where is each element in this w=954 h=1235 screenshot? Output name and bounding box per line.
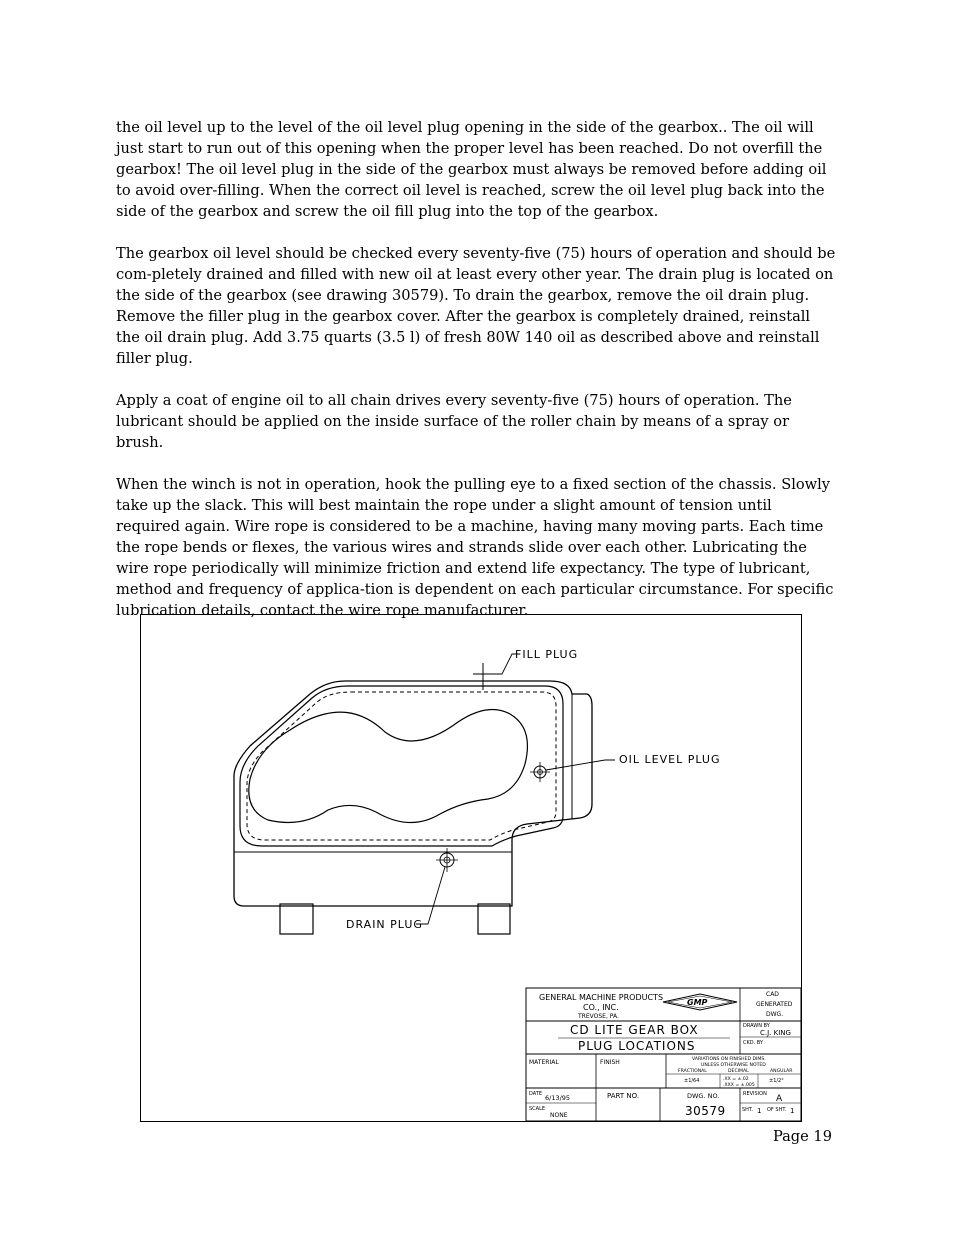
drawn-by-label: DRAWN BY <box>743 1023 770 1029</box>
variations-line1: VARIATIONS ON FINISHED DIMS. <box>692 1057 766 1062</box>
gmp-logo-text: GMP <box>687 998 708 1007</box>
paragraph-oil-level: the oil level up to the level of the oil level plug opening in the side of the gearbox.. The oil will just start to run out of this opening when the proper level has been reached. Do not overfill the gearbox! The oil level plug in the side of the gearbox must always be removed before adding oil to avoid over-filling. When the correct oil level is reached, screw the oil level plug back into the side of the gearbox and screw the oil fill plug into the top of the gearbox. <box>116 119 827 220</box>
checked-by-label: CKD. BY <box>743 1040 764 1046</box>
angular-value: ±1/2° <box>769 1078 784 1084</box>
gearbox-right-foot <box>478 904 510 934</box>
paragraph-chain-lubrication: Apply a coat of engine oil to all chain drives every seventy-five (75) hours of operation. The lubricant should be applied on the inside surface of the roller chain by means of a spray or brush. <box>116 392 792 451</box>
fill-plug-label: FILL PLUG <box>515 648 579 661</box>
dwg-no-value: 30579 <box>685 1104 726 1118</box>
oil-level-plug-label: OIL LEVEL PLUG <box>619 753 721 766</box>
drawing-title-line1: CD LITE GEAR BOX <box>570 1023 699 1037</box>
of-sheet-value: 1 <box>790 1107 795 1115</box>
scale-label: SCALE <box>529 1106 546 1112</box>
material-label: MATERIAL <box>529 1059 559 1066</box>
of-sheet-label: OF SHT. <box>767 1107 787 1113</box>
drain-plug-label: DRAIN PLUG <box>346 918 423 931</box>
part-no-label: PART NO. <box>607 1092 640 1100</box>
decimal-value1: .XX = ±.02 <box>723 1077 749 1082</box>
cad-label-line2: GENERATED <box>756 1001 793 1008</box>
variations-line2: UNLESS OTHERWISE NOTED <box>701 1063 766 1068</box>
drain-plug-leader <box>416 867 445 924</box>
paragraph-oil-change: The gearbox oil level should be checked every seventy-five (75) hours of operation and should be com-pletely drained and filled with new oil at least every other year. The drain plug is located on the side of the gearbox (see drawing 30579). To drain the gearbox, remove the oil drain plug. Remove the filler plug in the gearbox cover. After the gearbox is completely drained, reinstall the oil drain plug. Add 3.75 quarts (3.5 l) of fresh 80W 140 oil as described above and reinstall filler plug. <box>116 245 836 367</box>
fractional-value: ±1/64 <box>684 1078 700 1084</box>
gearbox-left-foot <box>280 904 313 934</box>
company-name-line1: GENERAL MACHINE PRODUCTS <box>539 993 664 1002</box>
angular-label: ANGULAR <box>770 1069 793 1074</box>
company-location: TREVOSE, PA. <box>578 1013 619 1020</box>
drawing-svg <box>140 614 802 1122</box>
body-text <box>116 117 838 642</box>
sheet-value: 1 <box>757 1107 762 1115</box>
revision-value: A <box>776 1094 783 1104</box>
gearbox-drawing <box>140 614 802 1122</box>
finish-label: FINISH <box>600 1059 620 1066</box>
cad-label-line1: CAD <box>766 991 779 998</box>
drawn-by-value: C.J. KING <box>760 1029 791 1037</box>
date-label: DATE <box>529 1091 543 1097</box>
fractional-label: FRACTIONAL <box>678 1069 707 1074</box>
sheet-label: SHT. <box>742 1107 753 1113</box>
gearbox-outer-body <box>234 681 592 906</box>
page-number: Page 19 <box>772 1128 832 1145</box>
dwg-no-label: DWG. NO. <box>687 1092 720 1100</box>
revision-label: REVISION <box>743 1091 767 1097</box>
oil-level-plug-icon <box>530 762 550 782</box>
date-value: 6/13/95 <box>545 1094 571 1102</box>
decimal-label: DECIMAL <box>728 1069 749 1074</box>
drawing-border <box>141 615 802 1122</box>
cad-label-line3: DWG. <box>766 1011 784 1018</box>
company-name-line2: CO., INC. <box>583 1003 619 1012</box>
scale-value: NONE <box>550 1112 568 1119</box>
gearbox-inner-cavity <box>249 710 528 823</box>
decimal-value2: .XXX = ±.005 <box>723 1083 755 1088</box>
drawing-title-line2: PLUG LOCATIONS <box>578 1039 696 1053</box>
paragraph-wire-rope: When the winch is not in operation, hook the pulling eye to a fixed section of the chassis. Slowly take up the slack. This will best maintain the rope under a slight amount of tension until required again. Wire rope is considered to be a machine, having many moving parts. Each time the rope bends or flexes, the various wires and strands slide over each other. Lubricating the wire rope periodically will minimize friction and extend life expectancy. The type of lubricant, method and frequency of applica-tion is dependent on each particular circumstance. For specific lubrication details, contact the wire rope manufacturer. <box>116 476 834 619</box>
